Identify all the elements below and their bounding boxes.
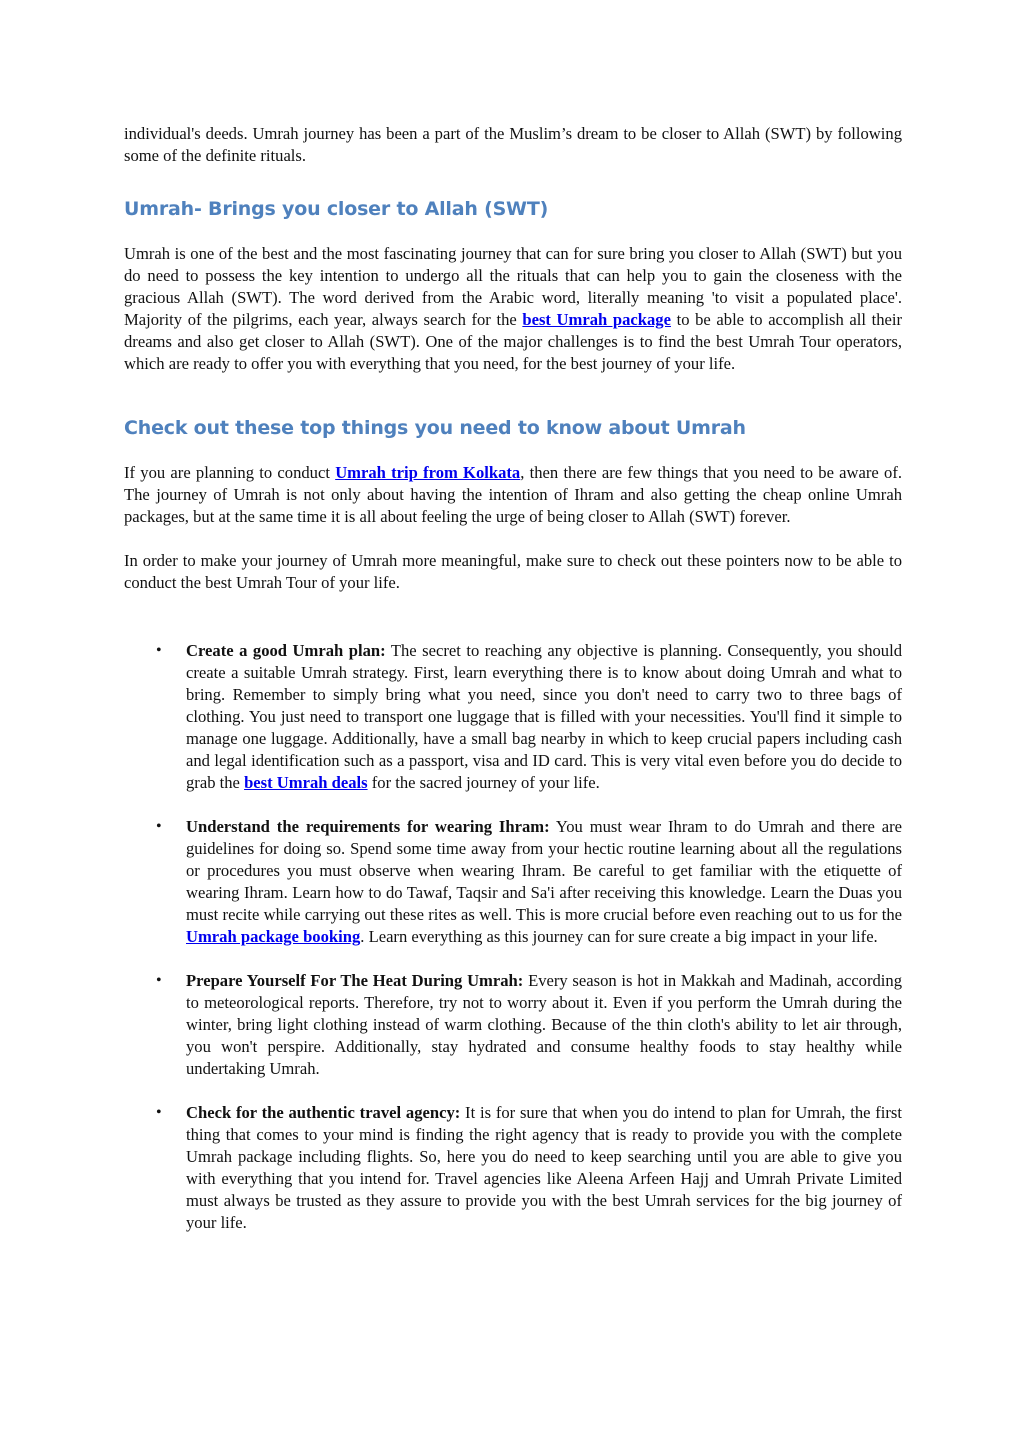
- bullet-icon: •: [156, 818, 162, 835]
- list-item-body: It is for sure that when you do intend to plan for Umrah, the first thing that comes to your mind is finding the right agency that is ready to provide you with the complete Umrah package including flights. So, here you do need to keep searching until you are able to give you with everything that you intend for. Travel agencies like Aleena Arfeen Hajj and Umrah Private Limited must always be trusted as they assure to provide you with the best Umrah services for the big journey of your life.: [186, 1103, 902, 1232]
- list-item-umrah-plan: [124, 640, 902, 794]
- list-item-heat: [124, 970, 902, 1080]
- list-item-body-after: for the sacred journey of your life.: [367, 773, 600, 792]
- section2-text-before: If you are planning to conduct: [124, 463, 336, 482]
- list-item-body-before: You must wear Ihram to do Umrah and there are guidelines for doing so. Spend some time away from your hectic routine learning about all the regulations or procedures you must observe when wearing Ihram. Be careful to get familiar with the etiquette of wearing Ihram. Learn how to do Tawaf, Taqsir and Sa'i after receiving this knowledge. Learn the Duas you must recite while carrying out these rites as well. This is more crucial before even reaching out to us for the: [186, 817, 902, 924]
- section2-text-after: , then there are few things that you need to be aware of. The journey of Umrah is not only about having the intention of Ihram and also getting the cheap online Umrah packages, but at the same time it is all about feeling the urge of being closer to Allah (SWT) forever.: [124, 463, 902, 526]
- section-heading-closer-to-allah: Umrah- Brings you closer to Allah (SWT): [124, 198, 549, 220]
- list-item-body: Every season is hot in Makkah and Madinah, according to meteorological reports. Therefore, try not to worry about it. Even if you perform the Umrah during the winter, bring light clothing instead of warm clothing. Because of the thin cloth's ability to let air through, you won't perspire. Additionally, stay hydrated and consume healthy foods to stay healthy while undertaking Umrah.: [186, 971, 903, 1078]
- section2-paragraph-2: [124, 550, 902, 594]
- bullet-icon: •: [156, 1104, 162, 1121]
- list-item-text: [186, 816, 902, 948]
- list-item-text: [186, 640, 902, 794]
- list-item-title: Understand the requirements for wearing Ihram:: [186, 817, 550, 836]
- list-item-text: [186, 1102, 902, 1234]
- list-item-body-after: . Learn everything as this journey can for sure create a big impact in your life.: [360, 927, 878, 946]
- section-heading-top-things: Check out these top things you need to know about Umrah: [124, 417, 746, 439]
- pointers-list: [124, 640, 902, 1234]
- list-item-body-before: The secret to reaching any objective is planning. Consequently, you should create a suitable Umrah strategy. First, learn everything there is to know about doing Umrah and what to bring. Remember to simply bring what you need, since you don't need to carry two to three bags of clothing. You just need to transport one luggage that is filled with your necessities. You'll find it simple to manage one luggage. Additionally, have a small bag nearby in which to keep crucial papers including cash and legal identification such as a passport, visa and ID card. This is very vital even before you do decide to grab the: [186, 641, 902, 792]
- list-item-text: [186, 970, 902, 1080]
- umrah-trip-from-kolkata-link[interactable]: Umrah trip from Kolkata: [335, 463, 521, 482]
- intro-text: individual's deeds. Umrah journey has been a part of the Muslim’s dream to be closer to Allah (SWT) by following some of the definite rituals.: [124, 124, 902, 165]
- list-item-travel-agency: [124, 1102, 902, 1234]
- list-item-title: Prepare Yourself For The Heat During Umrah:: [186, 971, 524, 990]
- section1-paragraph: [124, 243, 902, 375]
- list-item-title: Create a good Umrah plan:: [186, 641, 386, 660]
- bullet-icon: •: [156, 972, 162, 989]
- intro-paragraph: [124, 123, 902, 167]
- list-item-ihram-requirements: [124, 816, 902, 948]
- best-umrah-deals-link[interactable]: best Umrah deals: [244, 773, 368, 792]
- section2-text-2: In order to make your journey of Umrah more meaningful, make sure to check out these pointers now to be able to conduct the best Umrah Tour of your life.: [124, 551, 902, 592]
- best-umrah-package-link[interactable]: best Umrah package: [522, 310, 671, 329]
- section1-text-before: Umrah is one of the best and the most fascinating journey that can for sure bring you closer to Allah (SWT) but you do need to possess the key intention to undergo all the rituals that can help you to gain the closeness with the gracious Allah (SWT). The word derived from the Arabic word, literally meaning 'to visit a populated place'. Majority of the pilgrims, each year, always search for the: [124, 244, 902, 329]
- bullet-icon: •: [156, 642, 162, 659]
- list-item-title: Check for the authentic travel agency:: [186, 1103, 461, 1122]
- section2-paragraph-1: [124, 462, 902, 528]
- document-page: [124, 123, 902, 1256]
- umrah-package-booking-link[interactable]: Umrah package booking: [186, 927, 361, 946]
- section1-text-after: to be able to accomplish all their dreams and also get closer to Allah (SWT). One of the major challenges is to find the best Umrah Tour operators, which are ready to offer you with everything that you need, for the best journey of your life.: [124, 310, 903, 373]
